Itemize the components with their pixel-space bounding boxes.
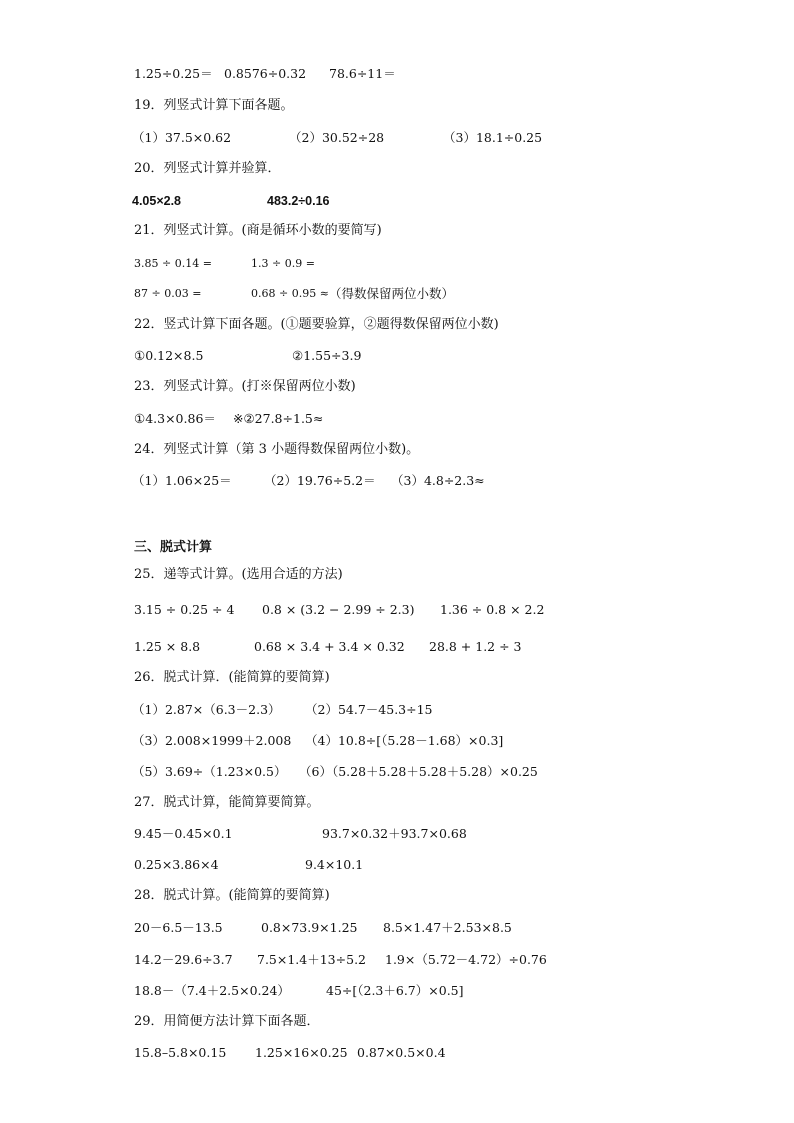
- expr-item: （5）3.69÷（1.23×0.5）: [132, 764, 287, 779]
- expr-item: 0.8 × (3.2 − 2.99 ÷ 2.3): [262, 602, 415, 617]
- question-27-heading: 27．脱式计算，能简算要简算。: [134, 795, 320, 810]
- expr-item: 93.7×0.32＋93.7×0.68: [322, 826, 467, 841]
- expr-item: 0.8576÷0.32: [224, 66, 307, 81]
- question-29-heading: 29．用简便方法计算下面各题．: [134, 1014, 320, 1029]
- expr-item: 3.15 ÷ 0.25 ÷ 4: [134, 602, 235, 617]
- expr-item: 1.25 × 8.8: [134, 639, 201, 654]
- expr-item: 0.25×3.86×4: [134, 857, 219, 872]
- expr-item: 9.45－0.45×0.1: [134, 826, 233, 841]
- expr-item: 45÷[（2.3＋6.7）×0.5]: [326, 983, 464, 998]
- question-20-heading: 20．列竖式计算并验算．: [134, 161, 281, 176]
- expr-item: 0.68 × 3.4 + 3.4 × 0.32: [254, 639, 405, 654]
- expr-item: 9.4×10.1: [305, 857, 364, 872]
- expr-item: 87 ÷ 0.03 =: [134, 287, 202, 300]
- expr-item: （1）2.87×（6.3－2.3）: [132, 702, 281, 717]
- note-text: （得数保留两位小数）: [329, 286, 455, 301]
- expr-item: 0.87×0.5×0.4: [357, 1045, 446, 1060]
- expr-item: ①0.12×8.5: [134, 348, 204, 363]
- question-23-heading: 23．列竖式计算。(打※保留两位小数): [134, 379, 356, 394]
- expr-item: （4）10.8÷[（5.28－1.68）×0.3]: [305, 733, 504, 748]
- expr-item: 3.85 ÷ 0.14 =: [134, 257, 212, 270]
- expr-item: 15.8–5.8×0.15: [134, 1045, 227, 1060]
- expr-item: 1.36 ÷ 0.8 × 2.2: [440, 602, 545, 617]
- expr-item: 1.9×（5.72－4.72）÷0.76: [385, 952, 547, 967]
- question-26-heading: 26．脱式计算．(能简算的要简算): [134, 670, 330, 685]
- expr-item: （1）1.06×25＝: [132, 473, 232, 488]
- expr-item: （3）2.008×1999＋2.008: [132, 733, 292, 748]
- section-3-title: 三、脱式计算: [134, 540, 213, 555]
- expr-item: （2）54.7－45.3÷15: [305, 702, 433, 717]
- expr-item: 4.05×2.8: [132, 194, 182, 208]
- expr-item: 1.25÷0.25＝: [134, 66, 213, 81]
- expr-item: ②1.55÷3.9: [292, 348, 362, 363]
- expr-item: 78.6÷11＝: [329, 66, 396, 81]
- expr-item: （6）（5.28＋5.28＋5.28＋5.28）×0.25: [299, 764, 538, 779]
- expr-item: （1）37.5×0.62: [132, 130, 232, 145]
- question-24-heading: 24．列竖式计算（第 3 小题得数保留两位小数)。: [134, 442, 420, 457]
- expr-item: ①4.3×0.86＝: [134, 411, 216, 426]
- expr-item: 14.2－29.6÷3.7: [134, 952, 233, 967]
- expr-item: （3）18.1÷0.25: [443, 130, 543, 145]
- question-25-heading: 25．递等式计算。(选用合适的方法): [134, 567, 343, 582]
- question-19-heading: 19．列竖式计算下面各题。: [134, 98, 294, 113]
- question-21-heading: 21．列竖式计算。(商是循环小数的要简写): [134, 223, 382, 238]
- expr-item: （3）4.8÷2.3≈: [391, 473, 485, 488]
- expr-item: 0.68 ÷ 0.95 ≈: [251, 287, 329, 300]
- expr-item: （2）30.52÷28: [289, 130, 385, 145]
- expr-item: （2）19.76÷5.2＝: [264, 473, 376, 488]
- expr-item: 1.3 ÷ 0.9 =: [251, 257, 315, 270]
- question-22-heading: 22．竖式计算下面各题。(①题要验算，②题得数保留两位小数): [134, 317, 499, 332]
- expr-item: 1.25×16×0.25: [255, 1045, 348, 1060]
- expr-item: 483.2÷0.16: [267, 194, 330, 208]
- expr-item: 0.8×73.9×1.25: [261, 920, 358, 935]
- expr-item: 20－6.5－13.5: [134, 920, 223, 935]
- expr-item: ※②27.8÷1.5≈: [233, 411, 324, 426]
- question-28-heading: 28．脱式计算。(能简算的要简算): [134, 888, 330, 903]
- expr-item: 18.8－（7.4＋2.5×0.24）: [134, 983, 290, 998]
- expr-item: 8.5×1.47＋2.53×8.5: [383, 920, 512, 935]
- expr-item: 28.8 + 1.2 ÷ 3: [429, 639, 522, 654]
- expr-item: 7.5×1.4＋13÷5.2: [257, 952, 366, 967]
